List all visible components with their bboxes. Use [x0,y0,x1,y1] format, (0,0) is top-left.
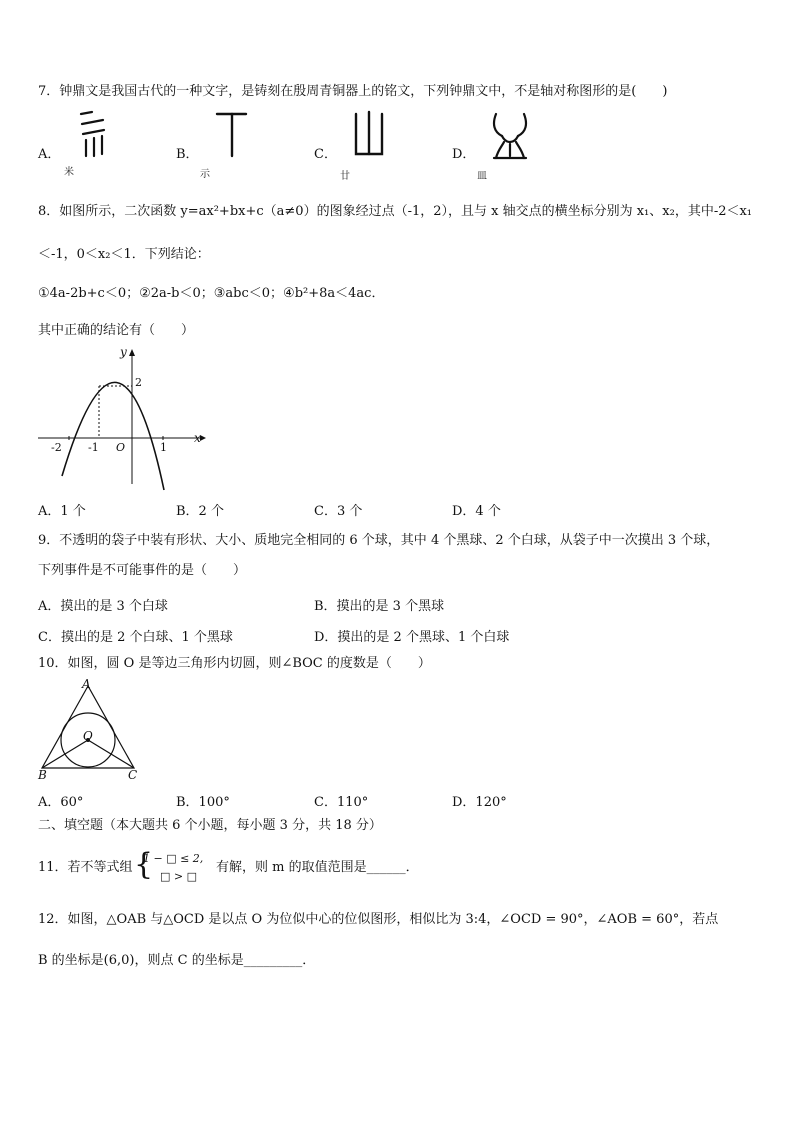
q7-option-a[interactable] [38,143,60,162]
q8-tick-minus1: -1 [88,441,99,454]
section-2-heading: 二、填空题（本大题共 6 个小题，每小题 3 分，共 18 分） [38,818,382,833]
q12-line1: 12．如图，△OAB 与△OCD 是以点 O 为位似中心的位似图形，相似比为 3:4，∠OCD = 90°，∠AOB = 60°，若点 [38,912,719,927]
q9-stem-line2: 下列事件是不可能事件的是（ ） [38,563,247,578]
q10-option-a[interactable]: A．60° [38,795,84,810]
q8-label-2: 2 [135,376,142,389]
q7-glyph-b [214,110,250,160]
q10-stem: 10．如图，圆 O 是等边三角形内切圆，则∠BOC 的度数是（ ） [38,656,431,671]
q10-center-o: O [83,729,93,743]
q11-brace: { [134,847,154,882]
q8-question: 其中正确的结论有（ ） [38,323,195,338]
q11-suffix: 有解，则 m 的取值范围是______． [216,860,419,875]
q10-vertex-b: B [38,768,47,782]
q8-stem-line1: 8．如图所示，二次函数 y=ax²+bx+c（a≠0）的图象经过点（-1，2），且与 x 轴交点的横坐标分别为 x₁、x₂，其中-2＜x₁ [38,204,753,219]
q11-system-line2: □ > □ [160,870,197,883]
q8-option-b[interactable]: B．2 个 [176,504,224,519]
q7-option-b[interactable] [176,143,199,162]
q8-option-a[interactable]: A．1 个 [38,504,86,519]
q9-option-b[interactable]: B．摸出的是 3 个黑球 [314,599,445,614]
q11-system-line1: 1 − □ ≤ 2, [143,852,204,865]
q8-origin-label: O [116,441,126,454]
q8-x-axis-label: x [194,431,201,445]
q7-caption-d: 皿 [477,171,487,182]
q7-caption-c: 廿 [340,171,350,182]
q7-option-a-letter: A． [38,147,61,162]
q11-prefix: 11．若不等式组 [38,860,133,875]
q8-option-c[interactable]: C．3 个 [314,504,363,519]
q9-option-c[interactable]: C．摸出的是 2 个白球、1 个黑球 [38,630,233,645]
q9-option-d[interactable]: D．摸出的是 2 个黑球、1 个白球 [314,630,510,645]
q9-stem-line1: 9．不透明的袋子中装有形状、大小、质地完全相同的 6 个球，其中 4 个黑球、2 个白球，从袋子中一次摸出 3 个球， [38,533,720,548]
q8-stem-line2: ＜-1，0＜x₂＜1．下列结论： [38,247,210,262]
q7-option-b-letter: B． [176,147,199,162]
q7-glyph-c [352,110,386,160]
q8-tick-1: 1 [160,441,167,454]
q7-caption-b: 示 [200,169,210,180]
q10-option-b[interactable]: B．100° [176,795,230,810]
q7-option-d-letter: D． [452,147,476,162]
q10-option-d[interactable]: D．120° [452,795,507,810]
q8-conclusions: ①4a-2b+c＜0；②2a-b＜0；③abc＜0；④b²+8a＜4ac． [38,286,385,301]
q10-figure [36,678,146,787]
q10-option-c[interactable]: C．110° [314,795,369,810]
q7-glyph-d [488,110,532,162]
q12-line2: B 的坐标是(6,0)，则点 C 的坐标是_________． [38,953,316,968]
q8-tick-minus2: -2 [51,441,62,454]
q7-caption-a: 米 [64,167,74,178]
q7-glyph-a [78,110,108,158]
q7-option-c-letter: C． [314,147,337,162]
q8-graph [36,344,208,495]
q10-vertex-a: A [82,677,91,691]
q7-option-c[interactable] [314,143,337,162]
q8-option-d[interactable]: D．4 个 [452,504,501,519]
q9-option-a[interactable]: A．摸出的是 3 个白球 [38,599,168,614]
q10-vertex-c: C [128,768,138,782]
q8-y-axis-label: y [120,345,127,359]
q7-stem: 7．钟鼎文是我国古代的一种文字，是铸刻在殷周青铜器上的铭文，下列钟鼎文中，不是轴对称图形的是( ) [38,84,668,99]
q7-option-d[interactable] [452,143,475,162]
